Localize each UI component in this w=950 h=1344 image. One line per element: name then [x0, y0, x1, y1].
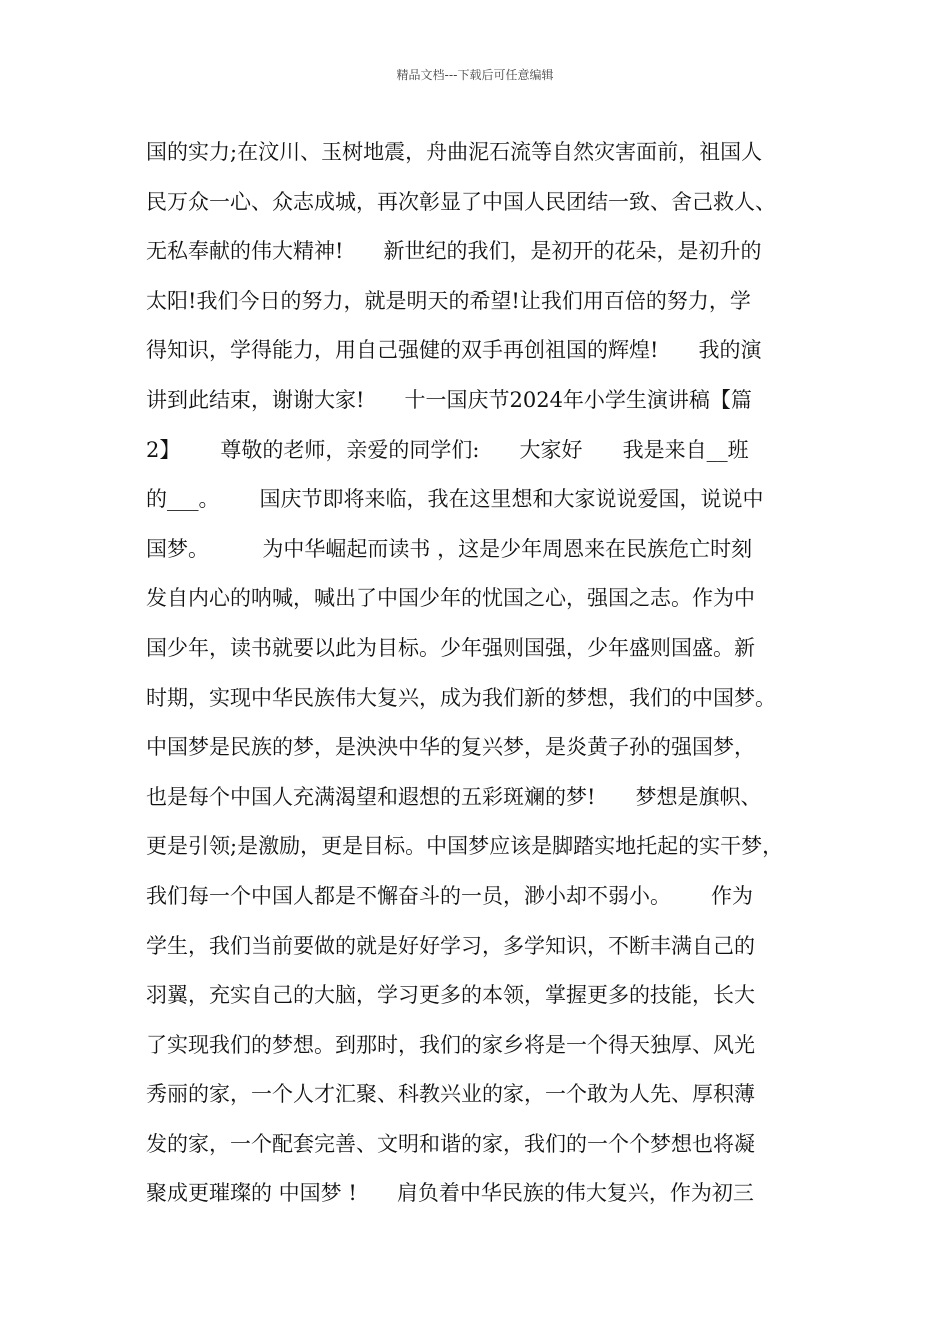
text-line: 羽翼，充实自己的大脑，学习更多的本领，掌握更多的技能，长大	[146, 983, 755, 1008]
text-line: 秀丽的家，一个人才汇聚、科教兴业的家，一个敢为人先、厚积薄	[146, 1082, 755, 1107]
text-line: 国梦。 为中华崛起而读书 ，这是少年周恩来在民族危亡时刻	[146, 536, 753, 561]
text-line: 讲到此结束，谢谢大家! 十一国庆节2024年小学生演讲稿【篇	[146, 387, 752, 412]
text-line: 了实现我们的梦想。到那时，我们的家乡将是一个得天独厚、风光	[146, 1032, 755, 1057]
text-line: 的___。 国庆节即将来临，我在这里想和大家说说爱国，说说中	[146, 487, 764, 512]
text-line: 也是每个中国人充满渴望和遐想的五彩斑斓的梦! 梦想是旗帜、	[146, 784, 762, 809]
text-line: 太阳!我们今日的努力，就是明天的希望!让我们用百倍的努力，学	[146, 288, 751, 313]
page-header: 精品文档---下载后可任意编辑	[396, 68, 554, 82]
text-line: 聚成更璀璨的 中国梦 ! 肩负着中华民族的伟大复兴，作为初三	[146, 1181, 754, 1206]
document-body	[146, 128, 836, 1219]
text-line: 时期，实现中华民族伟大复兴，成为我们新的梦想，我们的中国梦。	[146, 685, 776, 710]
text-line: 国的实力;在汶川、玉树地震，舟曲泥石流等自然灾害面前，祖国人	[146, 140, 763, 164]
text-line: 中国梦是民族的梦，是泱泱中华的复兴梦，是炎黄子孙的强国梦，	[146, 735, 755, 760]
text-line: 更是引领;是激励，更是目标。中国梦应该是脚踏实地托起的实干梦，	[146, 834, 784, 859]
text-line: 民万众一心、众志成城，再次彰显了中国人民团结一致、舍己救人、	[146, 189, 776, 214]
text-line: 发的家，一个配套完善、文明和谐的家，我们的一个个梦想也将凝	[146, 1131, 755, 1156]
text-line: 我们每一个中国人都是不懈奋斗的一员，渺小却不弱小。 作为	[146, 883, 754, 908]
text-line: 得知识，学得能力，用自己强健的双手再创祖国的辉煌! 我的演	[146, 338, 762, 363]
text-line: 学生，我们当前要做的就是好好学习，多学知识，不断丰满自己的	[146, 933, 755, 958]
text-line: 2】 尊敬的老师，亲爱的同学们: 大家好 我是来自__班	[146, 437, 749, 462]
text-line: 发自内心的呐喊，喊出了中国少年的忧国之心，强国之志。作为中	[146, 586, 755, 611]
text-line: 无私奉献的伟大精神! 新世纪的我们，是初开的花朵，是初升的	[146, 239, 762, 264]
text-line: 国少年，读书就要以此为目标。少年强则国强，少年盛则国盛。新	[146, 635, 755, 660]
